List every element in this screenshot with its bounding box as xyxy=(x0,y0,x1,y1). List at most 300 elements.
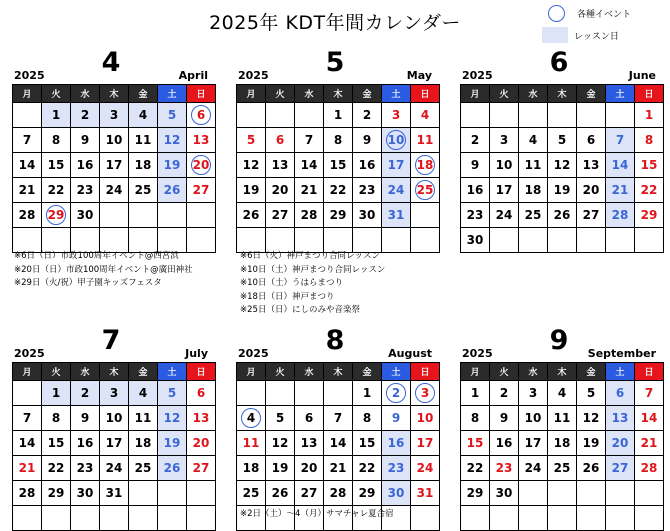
day-number: 27 xyxy=(582,208,600,222)
day-number: 28 xyxy=(640,461,658,475)
weekday-header: 木 xyxy=(100,363,129,381)
day-cell xyxy=(187,128,216,153)
day-number: 26 xyxy=(582,461,600,475)
day-cell xyxy=(461,431,490,456)
day-cell xyxy=(635,153,664,178)
weekday-header: 土 xyxy=(158,363,187,381)
day-cell xyxy=(295,431,324,456)
weekday-header: 土 xyxy=(382,363,411,381)
weekday-header: 金 xyxy=(129,363,158,381)
day-cell xyxy=(42,481,71,506)
weekday-header: 火 xyxy=(490,85,519,103)
week-row xyxy=(461,481,664,506)
weekday-header: 水 xyxy=(71,85,100,103)
day-number: 9 xyxy=(362,133,372,147)
day-cell xyxy=(324,456,353,481)
day-cell xyxy=(237,128,266,153)
day-cell xyxy=(490,103,519,128)
day-number: 26 xyxy=(163,461,181,475)
day-cell xyxy=(71,153,100,178)
day-number: 15 xyxy=(640,158,658,172)
day-cell xyxy=(158,406,187,431)
day-number: 6 xyxy=(196,386,206,400)
day-cell xyxy=(382,203,411,228)
day-cell xyxy=(129,406,158,431)
week-row xyxy=(13,431,216,456)
day-cell xyxy=(187,103,216,128)
weekday-header: 月 xyxy=(461,85,490,103)
week-row xyxy=(237,128,440,153)
day-number: 17 xyxy=(387,158,405,172)
month-header xyxy=(236,48,434,84)
day-cell xyxy=(237,456,266,481)
day-cell xyxy=(295,456,324,481)
day-number: 13 xyxy=(271,158,289,172)
day-cell xyxy=(237,153,266,178)
day-cell xyxy=(129,203,158,228)
day-cell xyxy=(324,406,353,431)
day-cell xyxy=(353,178,382,203)
day-number: 25 xyxy=(134,461,152,475)
weekday-header: 水 xyxy=(71,363,100,381)
day-number: 20 xyxy=(191,155,211,175)
day-cell xyxy=(490,381,519,406)
day-cell xyxy=(606,381,635,406)
day-cell xyxy=(461,228,490,253)
day-cell xyxy=(266,203,295,228)
day-cell xyxy=(266,128,295,153)
week-row xyxy=(237,406,440,431)
day-cell xyxy=(519,456,548,481)
day-number: 29 xyxy=(329,208,347,222)
day-number: 30 xyxy=(76,486,94,500)
day-cell xyxy=(606,406,635,431)
day-number: 3 xyxy=(109,386,119,400)
calendar-month-6 xyxy=(460,48,658,253)
week-row xyxy=(13,203,216,228)
week-row xyxy=(461,203,664,228)
day-number: 7 xyxy=(644,386,654,400)
day-cell xyxy=(237,381,266,406)
day-cell xyxy=(411,456,440,481)
legend xyxy=(542,4,631,48)
day-cell xyxy=(187,381,216,406)
day-cell xyxy=(577,381,606,406)
month-name: May xyxy=(406,69,432,82)
day-cell xyxy=(42,128,71,153)
day-number: 8 xyxy=(51,133,61,147)
day-cell xyxy=(237,103,266,128)
day-cell xyxy=(71,456,100,481)
day-cell xyxy=(237,228,266,253)
day-cell xyxy=(13,456,42,481)
day-cell xyxy=(158,153,187,178)
day-cell xyxy=(187,406,216,431)
day-cell xyxy=(519,128,548,153)
day-cell xyxy=(42,406,71,431)
day-cell xyxy=(577,128,606,153)
day-cell xyxy=(382,431,411,456)
day-number: 23 xyxy=(76,461,94,475)
day-number: 31 xyxy=(105,486,123,500)
weekday-header: 月 xyxy=(237,85,266,103)
day-number: 8 xyxy=(333,133,343,147)
day-number: 2 xyxy=(80,108,90,122)
week-row xyxy=(13,178,216,203)
day-cell xyxy=(158,103,187,128)
day-cell xyxy=(382,178,411,203)
day-number: 4 xyxy=(241,408,261,428)
day-cell xyxy=(635,228,664,253)
week-row xyxy=(13,406,216,431)
day-number: 16 xyxy=(495,436,513,450)
day-number: 16 xyxy=(358,158,376,172)
day-cell xyxy=(187,203,216,228)
calendar-month-9 xyxy=(460,326,658,531)
day-cell xyxy=(324,178,353,203)
day-cell xyxy=(519,481,548,506)
day-number: 21 xyxy=(300,183,318,197)
day-cell xyxy=(129,228,158,253)
week-row xyxy=(237,178,440,203)
day-number: 22 xyxy=(47,461,65,475)
day-number: 23 xyxy=(387,461,405,475)
day-cell xyxy=(100,406,129,431)
calendar-grid xyxy=(460,362,664,531)
day-number: 3 xyxy=(528,386,538,400)
day-number: 29 xyxy=(46,205,66,225)
day-cell xyxy=(295,103,324,128)
day-cell xyxy=(158,481,187,506)
day-cell xyxy=(71,406,100,431)
weekday-header: 火 xyxy=(266,85,295,103)
day-cell xyxy=(71,203,100,228)
day-cell xyxy=(548,481,577,506)
weekday-header: 木 xyxy=(548,85,577,103)
day-cell xyxy=(519,431,548,456)
day-cell xyxy=(490,153,519,178)
day-cell xyxy=(266,481,295,506)
day-cell xyxy=(635,381,664,406)
day-cell xyxy=(461,178,490,203)
day-cell xyxy=(353,456,382,481)
weekday-header: 金 xyxy=(129,85,158,103)
day-cell xyxy=(295,228,324,253)
day-cell xyxy=(353,431,382,456)
week-row xyxy=(461,406,664,431)
day-cell xyxy=(42,103,71,128)
year-label: 2025 xyxy=(14,347,45,360)
day-cell xyxy=(606,203,635,228)
day-number: 18 xyxy=(134,436,152,450)
day-cell xyxy=(13,128,42,153)
event-circle-icon xyxy=(548,5,565,22)
month-name: July xyxy=(185,347,208,360)
weekday-header: 日 xyxy=(411,85,440,103)
day-number: 4 xyxy=(138,386,148,400)
weekday-header: 水 xyxy=(519,85,548,103)
day-number: 4 xyxy=(528,133,538,147)
day-number: 30 xyxy=(358,208,376,222)
day-cell xyxy=(71,103,100,128)
day-number: 12 xyxy=(582,411,600,425)
weekday-header: 月 xyxy=(237,363,266,381)
day-cell xyxy=(266,406,295,431)
day-number: 12 xyxy=(163,133,181,147)
day-number: 28 xyxy=(18,486,36,500)
day-cell xyxy=(266,381,295,406)
day-number: 18 xyxy=(134,158,152,172)
day-number: 10 xyxy=(524,411,542,425)
weekday-header: 金 xyxy=(353,363,382,381)
day-number: 19 xyxy=(163,158,181,172)
day-number: 26 xyxy=(271,486,289,500)
day-cell xyxy=(490,178,519,203)
day-number: 7 xyxy=(22,411,32,425)
event-notes xyxy=(240,508,450,522)
day-cell xyxy=(635,103,664,128)
day-cell xyxy=(295,128,324,153)
day-cell xyxy=(411,431,440,456)
day-cell xyxy=(100,431,129,456)
day-cell xyxy=(353,203,382,228)
day-number: 31 xyxy=(416,486,434,500)
day-number: 5 xyxy=(586,386,596,400)
day-cell xyxy=(606,481,635,506)
day-cell xyxy=(353,381,382,406)
day-number: 20 xyxy=(192,436,210,450)
note-line: ※10日（土）神戸まつり合同レッスン xyxy=(240,264,386,275)
day-cell xyxy=(635,481,664,506)
day-number: 9 xyxy=(80,411,90,425)
day-number: 29 xyxy=(466,486,484,500)
weekday-header: 木 xyxy=(324,363,353,381)
day-number: 16 xyxy=(387,436,405,450)
day-number: 10 xyxy=(495,158,513,172)
day-number: 13 xyxy=(611,411,629,425)
day-cell xyxy=(295,481,324,506)
day-cell xyxy=(461,481,490,506)
day-number: 25 xyxy=(242,486,260,500)
weekday-header: 火 xyxy=(42,85,71,103)
day-cell xyxy=(13,203,42,228)
day-number: 15 xyxy=(47,436,65,450)
week-row xyxy=(461,153,664,178)
day-cell xyxy=(237,203,266,228)
day-number: 25 xyxy=(553,461,571,475)
day-cell xyxy=(548,381,577,406)
day-number: 2 xyxy=(362,108,372,122)
day-cell xyxy=(295,406,324,431)
day-number: 25 xyxy=(415,180,435,200)
day-cell xyxy=(382,128,411,153)
day-number: 17 xyxy=(105,158,123,172)
week-row xyxy=(461,228,664,253)
day-number: 14 xyxy=(18,436,36,450)
day-cell xyxy=(490,203,519,228)
day-cell xyxy=(295,203,324,228)
day-number: 16 xyxy=(76,158,94,172)
day-cell xyxy=(635,203,664,228)
day-cell xyxy=(129,431,158,456)
day-number: 18 xyxy=(524,183,542,197)
note-line: ※18日（日）神戸まつり xyxy=(240,291,335,302)
day-cell xyxy=(13,228,42,253)
day-number: 7 xyxy=(333,411,343,425)
day-cell xyxy=(129,103,158,128)
day-number: 19 xyxy=(553,183,571,197)
day-number: 3 xyxy=(109,108,119,122)
note-line: ※6日（火）神戸まつり合同レッスン xyxy=(240,251,380,261)
day-cell xyxy=(411,406,440,431)
day-number: 11 xyxy=(553,411,571,425)
day-cell xyxy=(71,381,100,406)
day-number: 9 xyxy=(470,158,480,172)
day-number: 2 xyxy=(499,386,509,400)
day-cell xyxy=(519,103,548,128)
day-number: 14 xyxy=(611,158,629,172)
weekday-header: 日 xyxy=(411,363,440,381)
day-number: 30 xyxy=(495,486,513,500)
day-cell xyxy=(13,431,42,456)
day-number: 22 xyxy=(47,183,65,197)
day-number: 5 xyxy=(167,108,177,122)
day-cell xyxy=(13,153,42,178)
note-line: ※2日（土）～4（月）サマチャレ夏合宿 xyxy=(240,509,394,519)
day-number: 30 xyxy=(466,233,484,247)
day-number: 25 xyxy=(524,208,542,222)
week-row xyxy=(461,103,664,128)
week-row xyxy=(461,431,664,456)
day-cell xyxy=(606,228,635,253)
day-number: 20 xyxy=(611,436,629,450)
day-cell xyxy=(606,103,635,128)
day-cell xyxy=(324,481,353,506)
month-header xyxy=(12,326,210,362)
day-cell xyxy=(548,153,577,178)
day-number: 21 xyxy=(329,461,347,475)
day-number: 17 xyxy=(524,436,542,450)
day-number: 7 xyxy=(22,133,32,147)
day-number: 26 xyxy=(242,208,260,222)
day-number: 13 xyxy=(192,133,210,147)
day-cell xyxy=(129,153,158,178)
day-number: 8 xyxy=(470,411,480,425)
day-number: 23 xyxy=(466,208,484,222)
note-line: ※10日（土）うはらまつり xyxy=(240,278,343,288)
day-cell xyxy=(100,103,129,128)
weekday-header: 木 xyxy=(548,363,577,381)
day-number: 12 xyxy=(163,411,181,425)
day-cell xyxy=(266,456,295,481)
week-row xyxy=(13,481,216,506)
day-number: 6 xyxy=(275,133,285,147)
event-notes xyxy=(14,250,224,291)
day-cell xyxy=(382,228,411,253)
day-number: 24 xyxy=(524,461,542,475)
weekday-header: 火 xyxy=(266,363,295,381)
day-cell xyxy=(295,381,324,406)
day-number: 1 xyxy=(333,108,343,122)
day-number: 27 xyxy=(611,461,629,475)
day-number: 2 xyxy=(80,386,90,400)
day-cell xyxy=(266,153,295,178)
day-number: 24 xyxy=(387,183,405,197)
month-number: 8 xyxy=(325,325,345,356)
day-number: 30 xyxy=(387,486,405,500)
day-cell xyxy=(490,228,519,253)
day-number: 26 xyxy=(163,183,181,197)
day-cell xyxy=(158,128,187,153)
day-number: 4 xyxy=(557,386,567,400)
day-cell xyxy=(13,381,42,406)
day-number: 3 xyxy=(415,383,435,403)
day-cell xyxy=(577,228,606,253)
day-cell xyxy=(324,153,353,178)
day-cell xyxy=(237,178,266,203)
day-cell xyxy=(353,153,382,178)
week-row xyxy=(461,456,664,481)
week-row xyxy=(13,128,216,153)
day-cell xyxy=(577,103,606,128)
day-cell xyxy=(635,456,664,481)
day-cell xyxy=(42,456,71,481)
day-cell xyxy=(519,203,548,228)
day-number: 24 xyxy=(105,183,123,197)
day-cell xyxy=(187,431,216,456)
day-number: 21 xyxy=(640,436,658,450)
day-number: 30 xyxy=(76,208,94,222)
weekday-header: 日 xyxy=(187,363,216,381)
day-number: 12 xyxy=(553,158,571,172)
day-cell xyxy=(237,406,266,431)
day-number: 28 xyxy=(300,208,318,222)
day-cell xyxy=(324,203,353,228)
day-number: 6 xyxy=(586,133,596,147)
day-cell xyxy=(461,381,490,406)
day-number: 18 xyxy=(553,436,571,450)
weekday-header: 月 xyxy=(13,363,42,381)
week-row xyxy=(13,456,216,481)
day-cell xyxy=(324,381,353,406)
day-cell xyxy=(411,178,440,203)
weekday-header: 木 xyxy=(100,85,129,103)
day-number: 14 xyxy=(300,158,318,172)
weekday-header: 土 xyxy=(606,363,635,381)
day-cell xyxy=(353,128,382,153)
day-number: 1 xyxy=(644,108,654,122)
day-cell xyxy=(490,481,519,506)
day-cell xyxy=(100,178,129,203)
day-cell xyxy=(490,456,519,481)
day-cell xyxy=(382,103,411,128)
day-cell xyxy=(42,431,71,456)
day-number: 11 xyxy=(242,436,260,450)
day-cell xyxy=(71,128,100,153)
day-cell xyxy=(635,178,664,203)
note-line: ※29日（火/祝）甲子園キッズフェスタ xyxy=(14,278,162,288)
day-number: 4 xyxy=(138,108,148,122)
day-cell xyxy=(411,228,440,253)
day-cell xyxy=(129,481,158,506)
day-cell xyxy=(353,228,382,253)
note-line: ※20日（日）市政100周年イベント@廣田神社 xyxy=(14,264,193,275)
month-name: August xyxy=(388,347,432,360)
month-name: September xyxy=(587,347,656,360)
day-number: 22 xyxy=(640,183,658,197)
legend-event-label: 各種イベント xyxy=(577,9,632,20)
calendar-grid xyxy=(12,84,216,253)
